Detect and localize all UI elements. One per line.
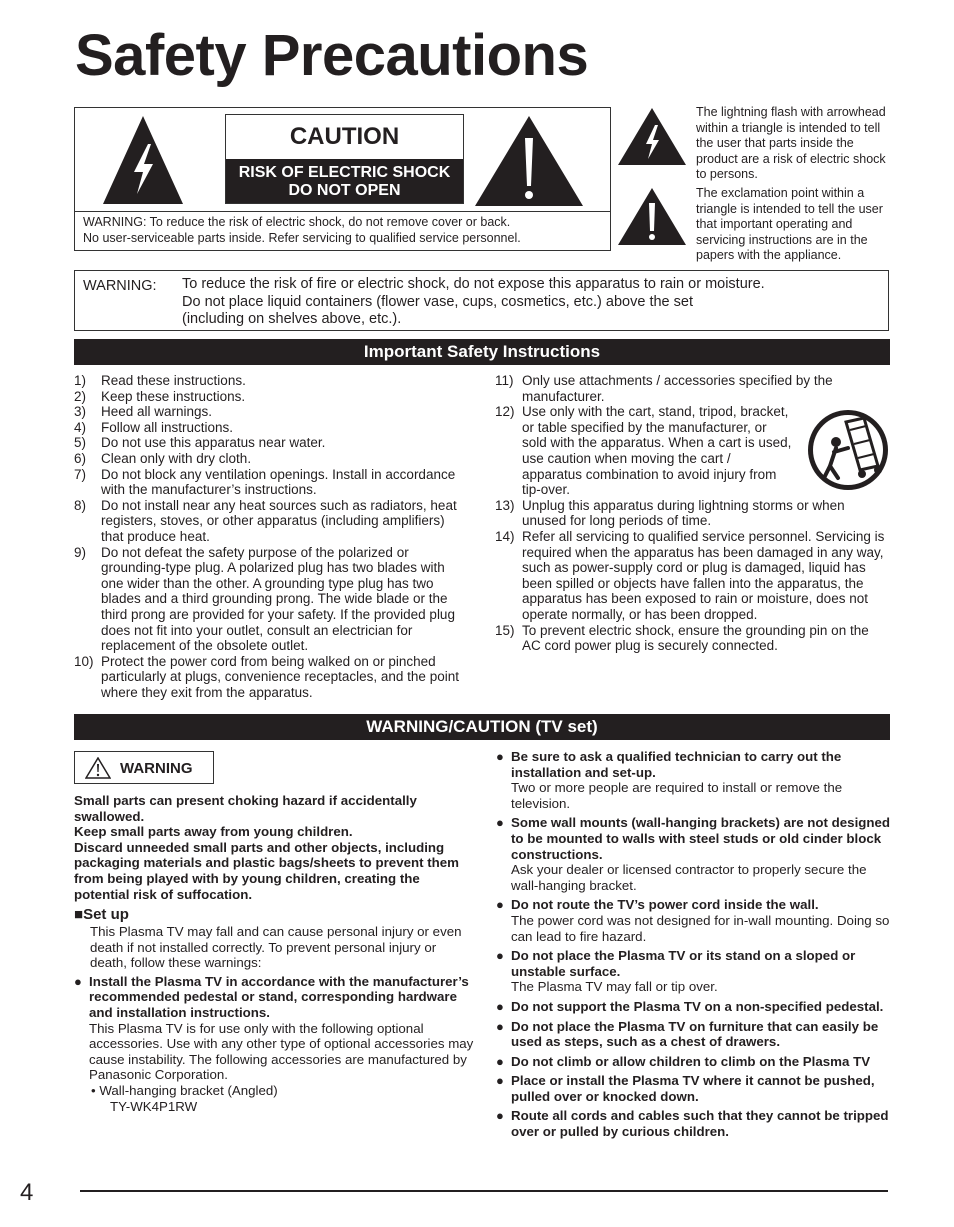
warning-triangle-icon [85, 757, 111, 779]
warning-text: The power cord was not designed for in-wall mounting. Doing so can lead to fire hazard. [511, 912, 890, 944]
setup-heading: ■Set up [74, 906, 129, 923]
item-number: 3) [74, 404, 87, 420]
item-text: Follow all instructions. [101, 419, 234, 435]
cart-tipover-icon [806, 408, 890, 492]
bullet-icon: ● [496, 897, 504, 913]
exclamation-triangle-icon [617, 187, 687, 247]
list-item [496, 948, 892, 995]
warning-bold: Do not climb or allow children to climb on the Plasma TV [511, 1053, 871, 1069]
bullet-icon: ● [496, 815, 504, 831]
caution-box [74, 107, 611, 251]
caution-label [225, 114, 464, 204]
warning-bold: Some wall mounts (wall-hanging brackets) are not designed to be mounted to walls with steel studs or old cinder block constructions. [511, 815, 891, 862]
list-item [496, 749, 892, 811]
item-number: 7) [74, 466, 87, 482]
caution-warning-text [83, 214, 521, 246]
list-item [74, 498, 469, 545]
list-item [74, 451, 469, 467]
exclamation-warning-icon [473, 114, 585, 208]
important-safety-heading: Important Safety Instructions [74, 339, 890, 365]
bullet-icon: ● [496, 1108, 504, 1124]
item-text: Do not block any ventilation openings. Install in accordance with the manufacturer’s instructions. [101, 466, 456, 498]
item-text: Read these instructions. [101, 373, 246, 388]
item-text: Only use attachments / accessories specified by the manufacturer. [522, 373, 833, 404]
page-title: Safety Precautions [75, 23, 589, 88]
item-number: 15) [495, 622, 515, 638]
moisture-warning-box [74, 270, 889, 331]
bracket-model: TY-WK4P1RW [110, 1098, 198, 1114]
install-bullet [74, 974, 474, 1114]
choking-text-2: Keep small parts away from young children. [74, 824, 353, 840]
list-item [496, 1073, 892, 1104]
item-number: 13) [495, 497, 515, 513]
setup-intro: This Plasma TV may fall and can cause personal injury or even death if not installed correctly. To prevent personal injury or death, follow these warnings: [90, 924, 462, 971]
bullet-icon: ● [74, 973, 82, 989]
choking-text-3: Discard unneeded small parts and other objects, including packaging materials and plastic bags/sheets to prevent them from being played with by young children, creating the potential risk of suffocation. [74, 839, 459, 902]
item-number: 1) [74, 373, 87, 388]
item-text: Do not use this apparatus near water. [101, 435, 326, 451]
list-item [496, 1108, 892, 1139]
warning-box-line1: To reduce the risk of fire or electric shock, do not expose this apparatus to rain or moisture. [182, 276, 765, 292]
bullet-icon: ● [496, 948, 504, 964]
item-text: To prevent electric shock, ensure the grounding pin on the AC cord power plug is securely connected. [522, 622, 869, 654]
item-text: Keep these instructions. [101, 388, 246, 404]
item-number: 2) [74, 388, 87, 404]
caution-band [226, 159, 463, 203]
item-number: 14) [495, 528, 515, 544]
lightning-triangle-icon [617, 107, 687, 167]
bracket-item: • Wall-hanging bracket (Angled) [91, 1082, 278, 1098]
bullet-icon: ● [496, 1018, 504, 1034]
choking-text-1: Small parts can present choking hazard if accidentally swallowed. [74, 793, 417, 824]
list-item [496, 999, 892, 1015]
bracket-name: Wall-hanging bracket (Angled) [99, 1082, 278, 1098]
setup-section [74, 906, 474, 1118]
warning-box-text [182, 276, 872, 329]
item-number: 5) [74, 435, 87, 451]
footer-divider [80, 1190, 888, 1192]
bullet-icon: ● [496, 998, 504, 1014]
item-text: Protect the power cord from being walked on or pinched particularly at plugs, convenience receptacles, and the point where they exit from the apparatus. [101, 653, 459, 700]
item-text: Do not defeat the safety purpose of the polarized or grounding-type plug. A polarized plug has two blades with one wider than the other. A grounding type plug has two blades and a third grounding prong. The wide blade or the third prong are provided for your safety. If the provided plug does not fit into your outlet, consult an electrician for replacement of the obsolete outlet. [101, 544, 455, 654]
list-item [496, 815, 892, 893]
lightning-warning-icon [101, 114, 185, 206]
item-number: 8) [74, 497, 87, 513]
warning-caution-heading: WARNING/CAUTION (TV set) [74, 714, 890, 740]
list-item [495, 623, 890, 654]
bullet-icon: ● [496, 1073, 504, 1089]
list-item [74, 373, 469, 389]
list-item [74, 654, 469, 701]
instructions-list-left [74, 373, 469, 700]
warning-text: Two or more people are required to install or remove the television. [511, 780, 843, 811]
choking-warning [74, 793, 469, 902]
warning-box-line2: Do not place liquid containers (flower vase, cups, cosmetics, etc.) above the set [182, 293, 693, 310]
warning-text: The Plasma TV may fall or tip over. [511, 979, 718, 995]
item-number: 10) [74, 653, 94, 669]
item-text: Use only with the cart, stand, tripod, bracket, or table specified by the manufacturer, or sold with the apparatus. When a cart is used, use caution when moving the cart / apparatus combination to avoid injury from tip-over. [522, 404, 792, 498]
caution-band-line1: RISK OF ELECTRIC SHOCK [238, 164, 451, 181]
warning-bold: Do not place the Plasma TV on furniture that can easily be used as steps, such as a chest of drawers. [511, 1018, 879, 1050]
caution-heading: CAUTION [289, 123, 400, 150]
item-text: Refer all servicing to qualified service personnel. Servicing is required when the apparatus has been damaged in any way, such as power-supply cord or plug is damaged, liquid has been spilled or objects have fallen into the apparatus, the apparatus has been exposed to rain or moisture, does not operate normally, or has been dropped. [522, 528, 885, 622]
warning-bold: Do not route the TV’s power cord inside the wall. [511, 897, 819, 913]
item-number: 9) [74, 544, 87, 560]
bullet-icon: ● [496, 749, 504, 764]
list-item [496, 1054, 892, 1070]
list-item [495, 529, 890, 623]
list-item [495, 373, 890, 404]
item-number: 12) [495, 404, 515, 420]
warning-text: Ask your dealer or licensed contractor to properly secure the wall-hanging bracket. [511, 862, 867, 893]
list-item [496, 1019, 892, 1050]
setup-heading-text: Set up [83, 906, 129, 923]
list-item [74, 404, 469, 420]
page-number: 4 [20, 1179, 34, 1206]
list-item [495, 498, 890, 529]
item-number: 4) [74, 419, 87, 435]
bullet-icon: ● [496, 1053, 504, 1069]
warning-box-line3: (including on shelves above, etc.). [182, 311, 402, 327]
item-text: Clean only with dry cloth. [101, 450, 252, 466]
list-item [74, 467, 469, 498]
caution-warning-line2: No user-serviceable parts inside. Refer servicing to qualified service personnel. [83, 231, 521, 245]
warning-label-box [74, 751, 214, 784]
list-item [496, 897, 892, 944]
list-item [74, 545, 469, 654]
item-text: Do not install near any heat sources such as radiators, heat registers, stoves, or other apparatus (including amplifiers) that produce heat. [101, 497, 457, 544]
warning-label: WARNING [120, 760, 193, 777]
warning-bold: Route all cords and cables such that they cannot be tripped over or pulled by curious children. [511, 1108, 889, 1140]
lightning-explanation: The lightning flash with arrowhead within a triangle is intended to tell the user that parts inside the product are a risk of electric shock to persons. [696, 105, 886, 181]
install-bold: Install the Plasma TV in accordance with the manufacturer’s recommended pedestal or stand, corresponding hardware and installation instructions. [89, 973, 469, 1020]
item-number: 11) [495, 373, 514, 388]
warning-bold: Be sure to ask a qualified technician to carry out the installation and set-up. [511, 749, 842, 780]
item-number: 6) [74, 450, 87, 466]
list-item [74, 389, 469, 405]
caution-band-line2: DO NOT OPEN [288, 182, 401, 199]
item-text: Heed all warnings. [101, 404, 213, 420]
install-text: This Plasma TV is for use only with the following optional accessories. Use with any other type of optional accessories may cause instability. The following accessories are manufactured by Panasonic Corporation. [89, 1020, 474, 1083]
list-item [74, 435, 469, 451]
warning-bold: Do not support the Plasma TV on a non-specified pedestal. [511, 998, 884, 1014]
item-text: Unplug this apparatus during lightning storms or when unused for long periods of time. [522, 497, 845, 529]
warning-bold: Do not place the Plasma TV or its stand on a sloped or unstable surface. [511, 948, 856, 979]
caution-warning-line1: WARNING: To reduce the risk of electric shock, do not remove cover or back. [83, 215, 511, 229]
exclamation-explanation: The exclamation point within a triangle is intended to tell the user that important operating and servicing instructions are in the papers with the appliance. [696, 186, 883, 262]
list-item [74, 420, 469, 436]
warning-box-label: WARNING: [83, 278, 157, 294]
warning-bold: Place or install the Plasma TV where it cannot be pushed, pulled over or knocked down. [511, 1073, 875, 1104]
right-warnings [496, 749, 892, 1144]
